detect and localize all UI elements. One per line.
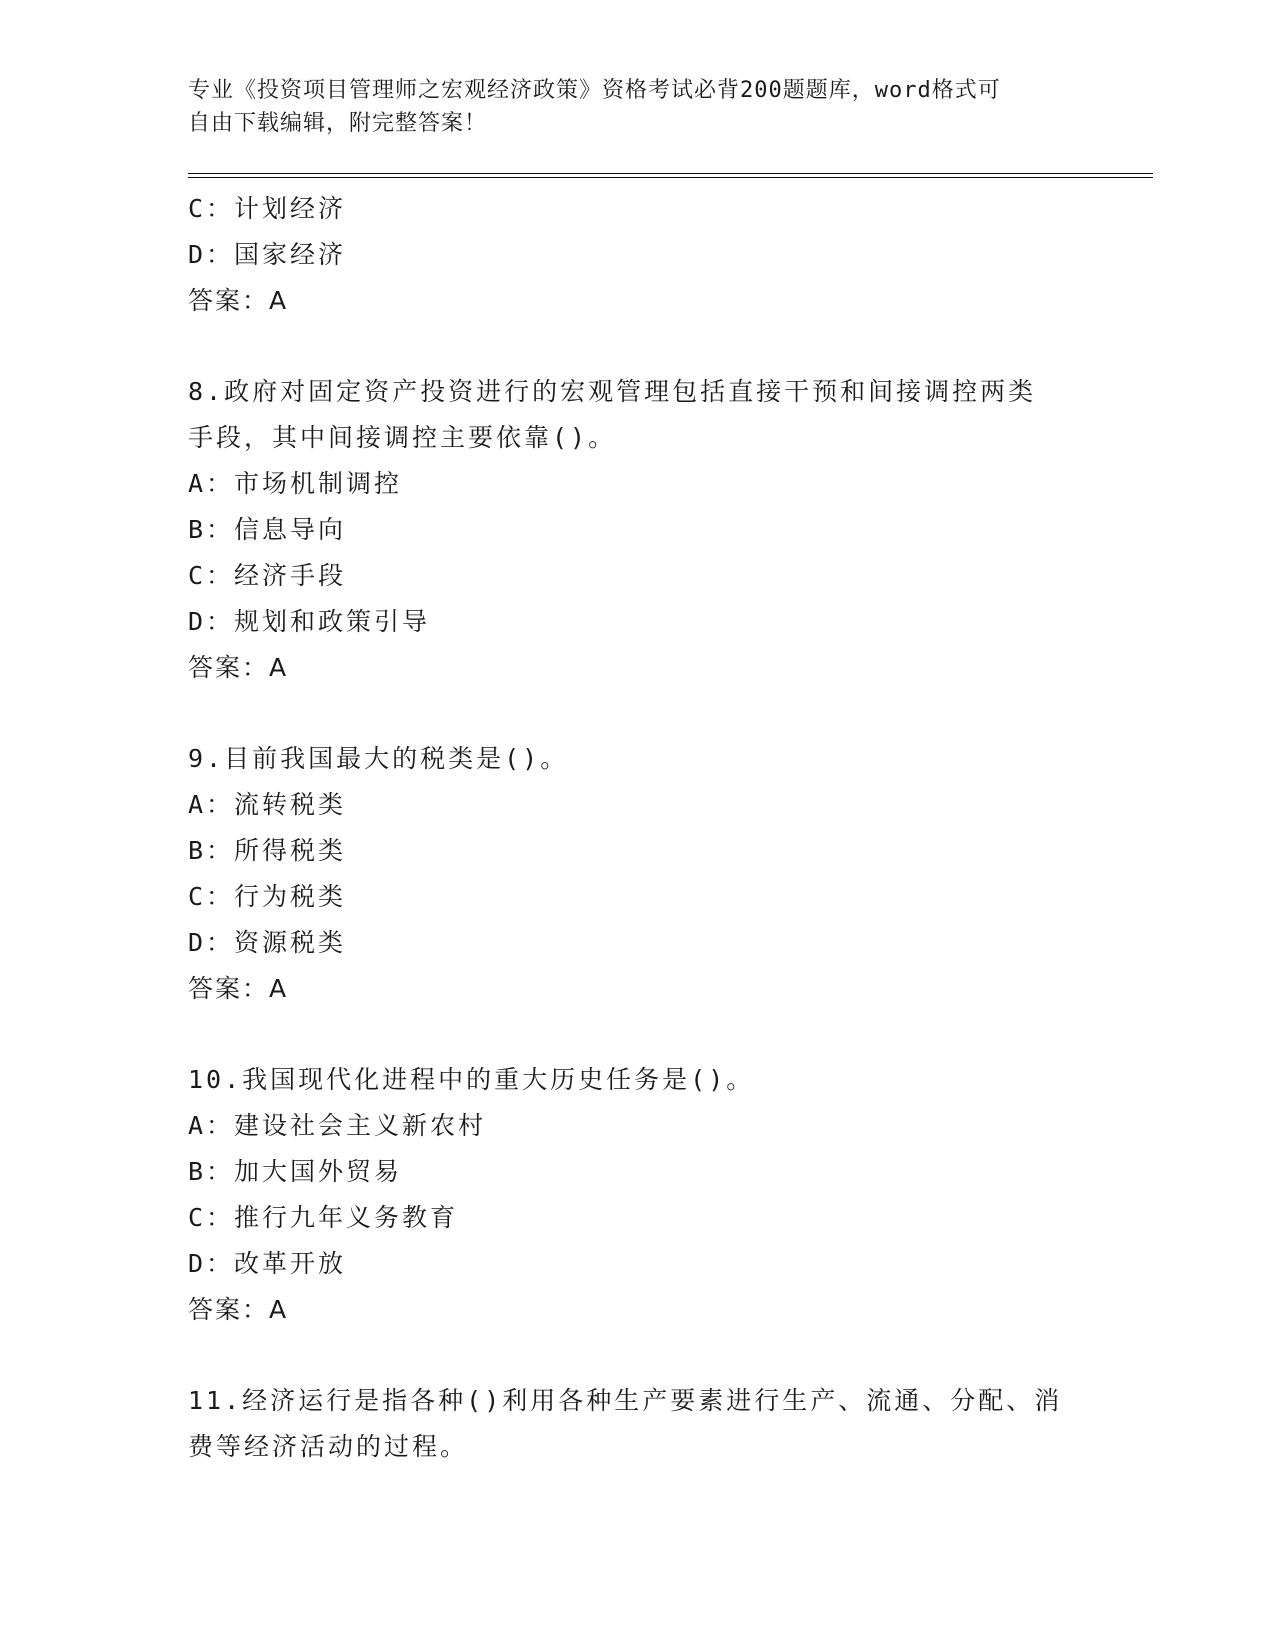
option-a: A：流转税类 <box>188 790 347 819</box>
option-c: C：经济手段 <box>188 561 347 590</box>
question-list <box>188 186 1088 1470</box>
document-header <box>188 74 1088 140</box>
option-d: D：资源税类 <box>188 928 347 957</box>
option-c: C：行为税类 <box>188 882 347 911</box>
question-stem-continued: 手段，其中间接调控主要依靠()。 <box>188 423 617 452</box>
question-stem: 10.我国现代化进程中的重大历史任务是()。 <box>188 1065 755 1094</box>
spacer <box>188 1333 1088 1378</box>
option-c: C：推行九年义务教育 <box>188 1203 459 1232</box>
option-b: B：信息导向 <box>188 515 347 544</box>
question-10 <box>188 1057 1088 1333</box>
option-a: A：市场机制调控 <box>188 469 403 498</box>
question-9 <box>188 736 1088 1012</box>
answer: 答案：A <box>188 1295 289 1324</box>
header-line-2: 自由下载编辑，附完整答案！ <box>188 111 488 136</box>
option-d: D：改革开放 <box>188 1249 347 1278</box>
question-stem: 11.经济运行是指各种()利用各种生产要素进行生产、流通、分配、消 <box>188 1386 1063 1415</box>
option-a: A：建设社会主义新农村 <box>188 1111 487 1140</box>
answer: 答案：A <box>188 653 289 682</box>
option-d: D：国家经济 <box>188 240 347 269</box>
question-stem-continued: 费等经济活动的过程。 <box>188 1432 469 1461</box>
spacer <box>188 324 1088 369</box>
header-rule-bottom <box>188 177 1153 178</box>
question-8 <box>188 369 1088 691</box>
option-b: B：加大国外贸易 <box>188 1157 403 1186</box>
question-7-tail <box>188 186 1088 324</box>
header-rule-top <box>188 173 1153 174</box>
spacer <box>188 1012 1088 1057</box>
question-stem: 9.目前我国最大的税类是()。 <box>188 744 569 773</box>
header-line-1: 专业《投资项目管理师之宏观经济政策》资格考试必背200题题库，word格式可 <box>188 78 1001 103</box>
option-b: B：所得税类 <box>188 836 347 865</box>
answer: 答案：A <box>188 974 289 1003</box>
question-stem: 8.政府对固定资产投资进行的宏观管理包括直接干预和间接调控两类 <box>188 377 1037 406</box>
question-11 <box>188 1378 1088 1470</box>
option-d: D：规划和政策引导 <box>188 607 431 636</box>
answer: 答案：A <box>188 286 289 315</box>
option-c: C：计划经济 <box>188 194 347 223</box>
spacer <box>188 691 1088 736</box>
